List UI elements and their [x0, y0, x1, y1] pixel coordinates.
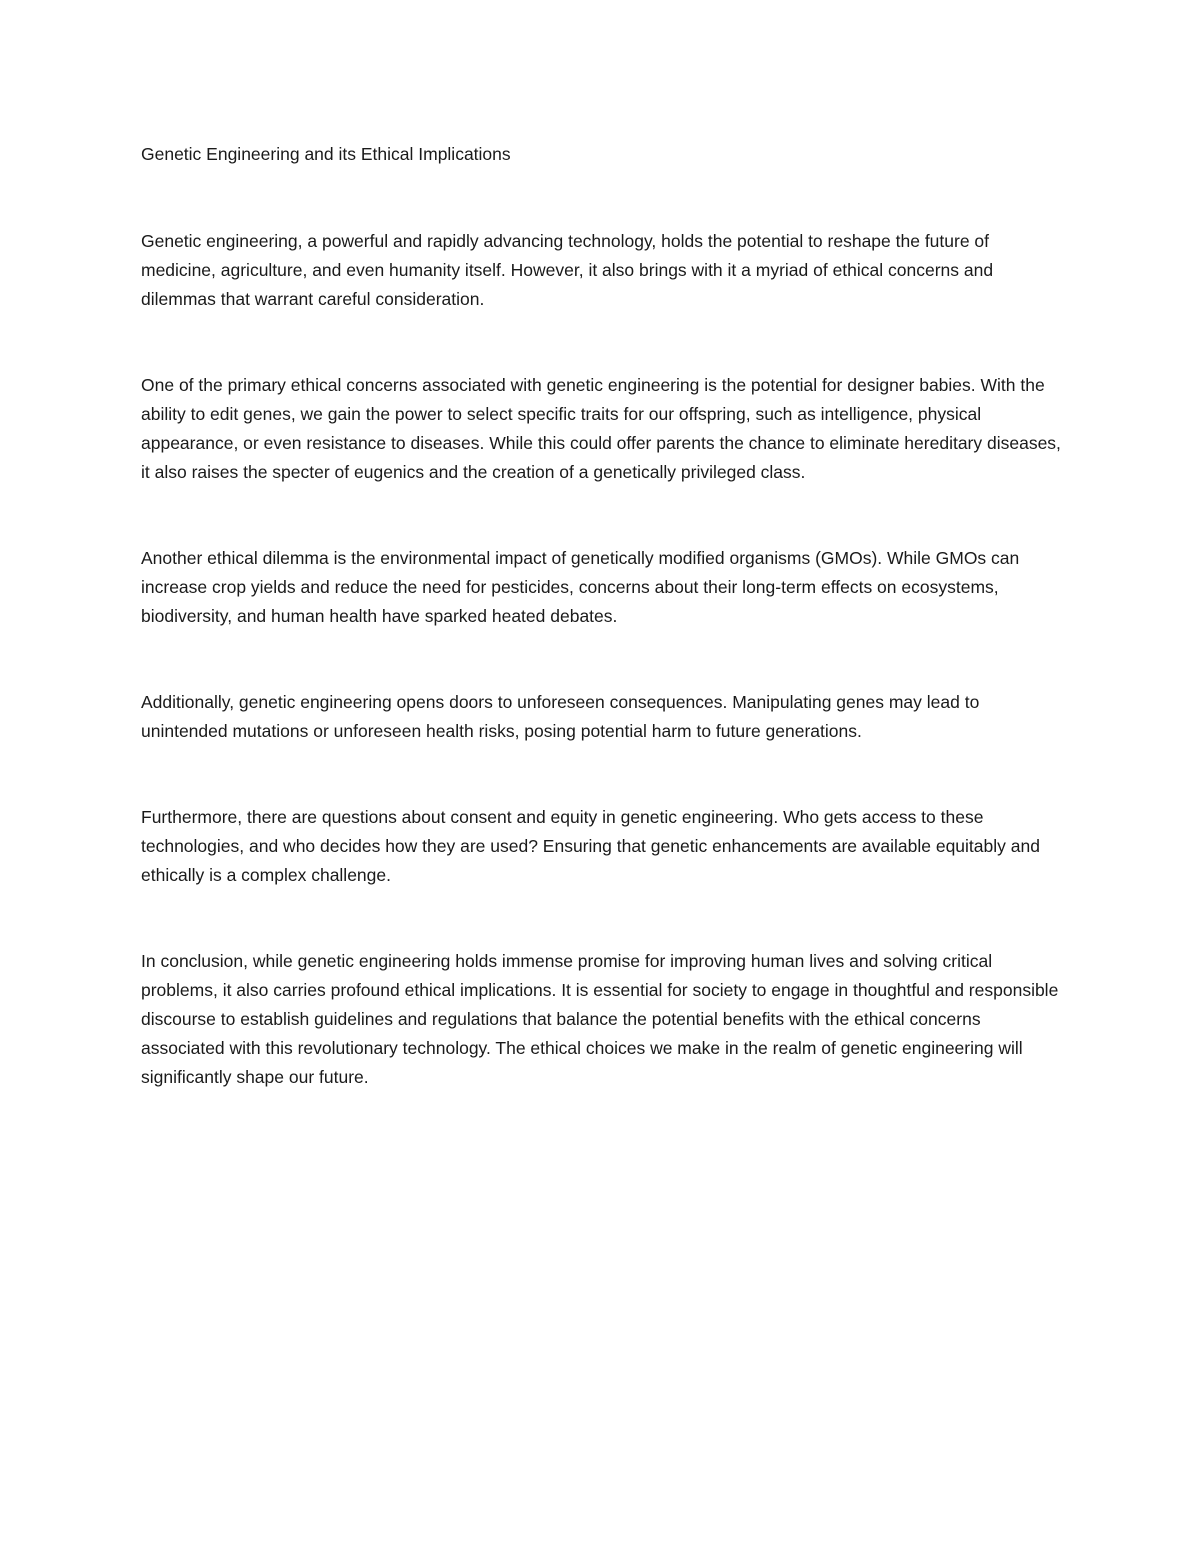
paragraph-consequences: Additionally, genetic engineering opens doors to unforeseen consequences. Manipulating genes may lead to unintended mutations or unforeseen health risks, posing potential harm to future generations.	[141, 692, 980, 741]
document-title: Genetic Engineering and its Ethical Implications	[141, 144, 511, 164]
paragraph-gmos: Another ethical dilemma is the environmental impact of genetically modified organisms (GMOs). While GMOs can increase crop yields and reduce the need for pesticides, concerns about their long-term effects on ecosystems, biodiversity, and human health have sparked heated debates.	[141, 548, 1020, 626]
paragraph-intro: Genetic engineering, a powerful and rapidly advancing technology, holds the potential to reshape the future of medicine, agriculture, and even humanity itself. However, it also brings with it a myriad of ethical concerns and dilemmas that warrant careful consideration.	[141, 231, 994, 309]
paragraph-designer-babies: One of the primary ethical concerns associated with genetic engineering is the potential for designer babies. With the ability to edit genes, we gain the power to select specific traits for our offspring, such as intelligence, physical appearance, or even resistance to diseases. While this could offer parents the chance to eliminate hereditary diseases, it also raises the specter of eugenics and the creation of a genetically privileged class.	[141, 375, 1061, 482]
document-body	[141, 140, 1066, 1149]
paragraph-consent-equity: Furthermore, there are questions about consent and equity in genetic engineering. Who gets access to these technologies, and who decides how they are used? Ensuring that genetic enhancements are available equitably and ethically is a complex challenge.	[141, 807, 1040, 885]
paragraph-conclusion: In conclusion, while genetic engineering holds immense promise for improving human lives and solving critical problems, it also carries profound ethical implications. It is essential for society to engage in thoughtful and responsible discourse to establish guidelines and regulations that balance the potential benefits with the ethical concerns associated with this revolutionary technology. The ethical choices we make in the realm of genetic engineering will significantly shape our future.	[141, 951, 1059, 1087]
